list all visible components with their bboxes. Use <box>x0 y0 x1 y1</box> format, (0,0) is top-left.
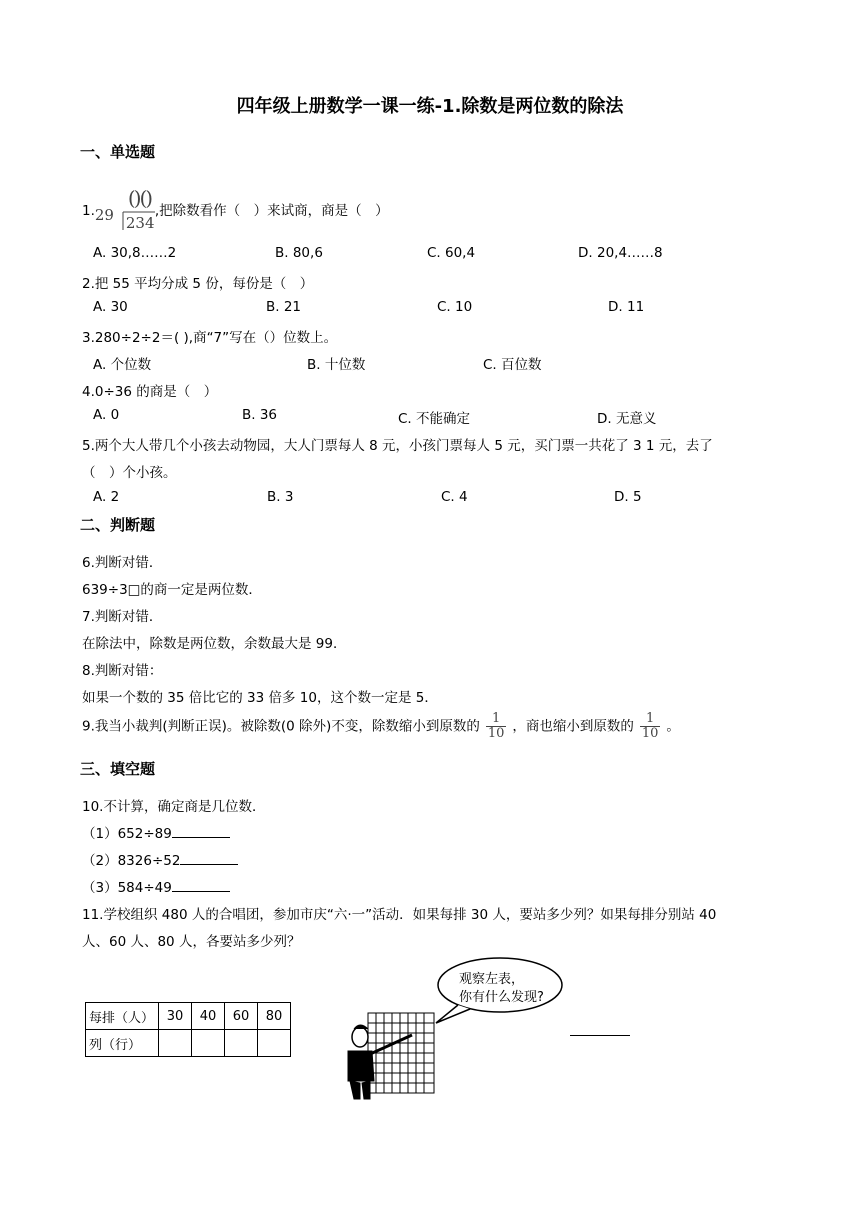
q4-option-b[interactable]: B. 36 <box>242 407 278 423</box>
fraction-numerator: 1 <box>646 711 655 726</box>
q2-option-a[interactable]: A. 30 <box>93 299 128 315</box>
q1-option-d[interactable]: D. 20,4……8 <box>578 245 663 261</box>
item-label: （2）8326÷52 <box>82 853 181 869</box>
q3-option-c[interactable]: C. 百位数 <box>483 357 542 373</box>
table-cell-empty[interactable] <box>192 1030 225 1057</box>
question-9-text-2: ，商也缩小到原数的 <box>512 718 634 735</box>
q4-option-a[interactable]: A. 0 <box>93 407 120 423</box>
question-5-line-1: 5.两个大人带几个小孩去动物园，大人门票每人 8 元，小孩门票每人 5 元，买门票一共花了 3 1 元，去了 <box>82 438 713 454</box>
table-cell: 30 <box>159 1003 192 1030</box>
question-9-text-3: 。 <box>666 718 680 735</box>
question-11-line-2: 人、60 人、80 人，各要站多少列？ <box>82 934 301 950</box>
table-cell: 40 <box>192 1003 225 1030</box>
table-header-columns: 列（行） <box>86 1030 159 1057</box>
speech-bubble-line-1: 观察左表， <box>459 972 525 987</box>
q1-option-b[interactable]: B. 80,6 <box>275 245 323 261</box>
table-header-per-row: 每排（人） <box>86 1003 159 1030</box>
table-cell-empty[interactable] <box>258 1030 291 1057</box>
speech-bubble-line-2: 你有什么发现? <box>459 990 544 1005</box>
rows-columns-table <box>85 1002 291 1057</box>
question-5-line-2: （ ）个小孩。 <box>82 465 177 481</box>
q2-option-b[interactable]: B. 21 <box>266 299 302 315</box>
q5-option-b[interactable]: B. 3 <box>267 489 294 505</box>
question-6-line-2: 639÷3□的商一定是两位数． <box>82 582 262 598</box>
q5-option-d[interactable]: D. 5 <box>614 489 642 505</box>
fraction-numerator: 1 <box>491 711 501 726</box>
page-title: 四年级上册数学一课一练-1.除数是两位数的除法 <box>236 96 624 117</box>
long-division-figure <box>94 186 155 232</box>
fraction-one-tenth <box>486 712 507 741</box>
fraction-one-tenth-2 <box>640 712 661 741</box>
teacher-pointing-illustration <box>340 955 570 1105</box>
long-division-divisor: 29 <box>94 206 114 224</box>
q5-option-a[interactable]: A. 2 <box>93 489 120 505</box>
long-division-dividend: 234 <box>125 214 155 232</box>
question-10-text: 10.不计算，确定商是几位数． <box>82 799 266 815</box>
table-row <box>86 1003 291 1030</box>
question-10-item-3 <box>82 876 230 896</box>
question-1-text: ,把除数看作（ ）来试商，商是（ ） <box>154 203 389 219</box>
q4-option-d[interactable]: D. 无意义 <box>597 411 657 427</box>
question-7-line-2: 在除法中，除数是两位数，余数最大是 99． <box>82 636 347 652</box>
table-cell-empty[interactable] <box>159 1030 192 1057</box>
q5-option-c[interactable]: C. 4 <box>441 489 468 505</box>
answer-blank[interactable] <box>172 880 230 892</box>
question-4-text: 4.0÷36 的商是（ ） <box>82 384 218 400</box>
table-cell: 80 <box>258 1003 291 1030</box>
question-7-line-1: 7.判断对错． <box>82 609 163 625</box>
question-1-number: 1. <box>82 203 95 219</box>
q4-option-c[interactable]: C. 不能确定 <box>398 411 471 427</box>
item-label: （1）652÷89 <box>82 826 172 842</box>
question-8-line-2: 如果一个数的 35 倍比它的 33 倍多 10，这个数一定是 5． <box>82 690 438 706</box>
question-10-item-2 <box>82 849 238 869</box>
table-row <box>86 1030 291 1057</box>
long-division-quotient: ()() <box>127 186 152 210</box>
question-3-text: 3.280÷2÷2＝( ),商“7”写在（）位数上。 <box>82 330 338 346</box>
question-9-text-1: 9.我当小裁判(判断正误)。被除数(0 除外)不变，除数缩小到原数的 <box>82 718 480 735</box>
question-6-line-1: 6.判断对错． <box>82 555 163 571</box>
q3-option-a[interactable]: A. 个位数 <box>93 357 152 373</box>
fraction-denominator: 10 <box>487 726 505 741</box>
answer-blank[interactable] <box>180 853 238 865</box>
question-10-item-1 <box>82 822 230 842</box>
table-cell: 60 <box>225 1003 258 1030</box>
section-heading-fill-in: 三、填空题 <box>80 760 156 778</box>
q11-answer-blank[interactable] <box>570 1023 630 1036</box>
section-heading-single-choice: 一、单选题 <box>80 143 156 161</box>
fraction-denominator: 10 <box>641 726 659 741</box>
question-2-text: 2.把 55 平均分成 5 份，每份是（ ） <box>82 276 314 292</box>
section-heading-true-false: 二、判断题 <box>80 516 156 534</box>
question-1 <box>82 186 389 232</box>
question-8-line-1: 8.判断对错： <box>82 663 163 679</box>
answer-blank[interactable] <box>172 826 230 838</box>
q1-option-c[interactable]: C. 60,4 <box>427 245 476 261</box>
question-11-line-1: 11.学校组织 480 人的合唱团，参加市庆“六·一”活动．如果每排 30 人，要站多少列？如果每排分别站 40 <box>82 907 717 923</box>
q2-option-c[interactable]: C. 10 <box>437 299 473 315</box>
q1-option-a[interactable]: A. 30,8……2 <box>93 245 177 261</box>
item-label: （3）584÷49 <box>82 880 172 896</box>
q2-option-d[interactable]: D. 11 <box>608 299 645 315</box>
q3-option-b[interactable]: B. 十位数 <box>307 357 366 373</box>
table-cell-empty[interactable] <box>225 1030 258 1057</box>
question-9 <box>82 712 680 741</box>
